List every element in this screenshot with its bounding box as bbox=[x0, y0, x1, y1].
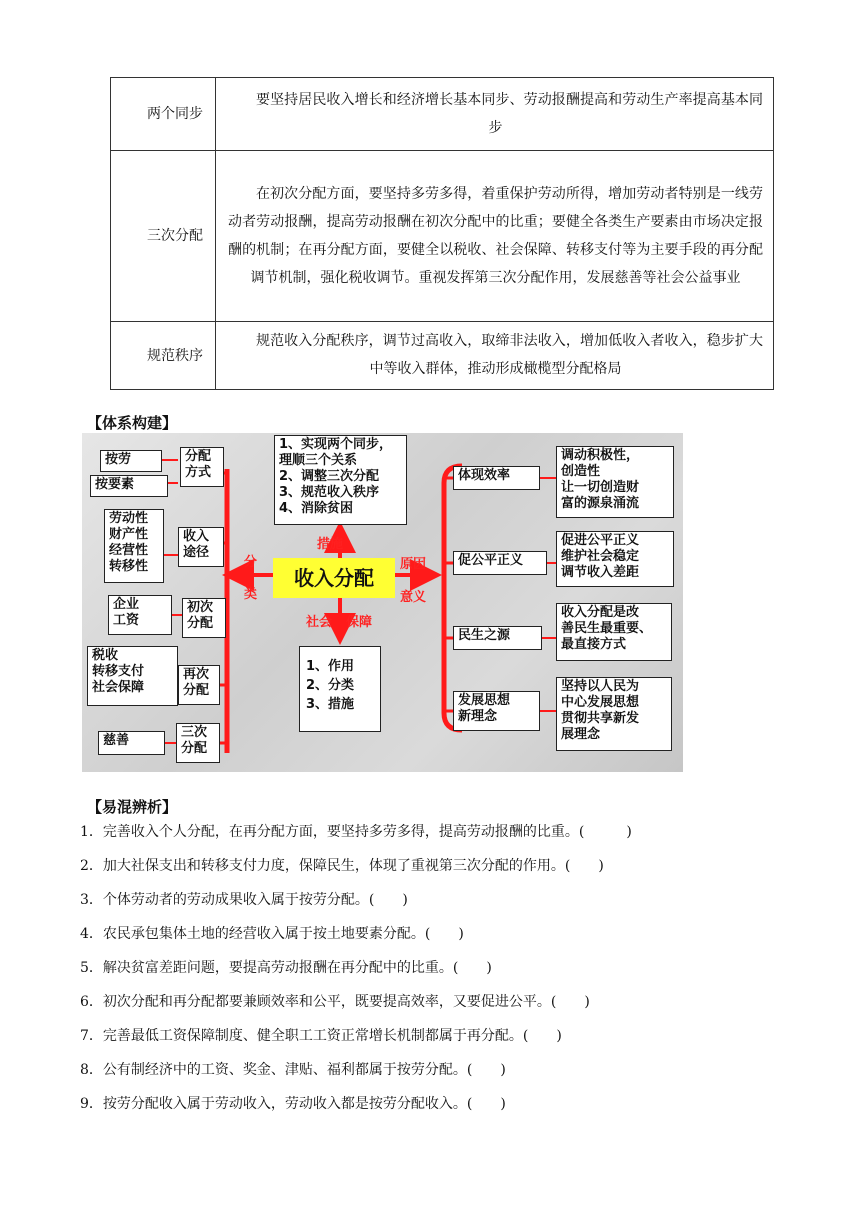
question-item: 8．公有制经济中的工资、奖金、津贴、福利都属于按劳分配。( ) bbox=[80, 1062, 506, 1078]
question-item: 7．完善最低工资保障制度、健全职工工资正常增长机制都属于再分配。( ) bbox=[80, 1028, 562, 1044]
summary-table bbox=[110, 77, 774, 390]
item-charity: 慈善 bbox=[98, 731, 165, 755]
row-key: 三次分配 bbox=[111, 151, 216, 322]
category-third-distribution: 三次 分配 bbox=[176, 723, 220, 763]
category-income-channel: 收入 途径 bbox=[178, 527, 224, 567]
item-income-types: 劳动性 财产性 经营性 转移性 bbox=[104, 509, 164, 583]
question-item: 5．解决贫富差距问题，要提高劳动报酬在再分配中的比重。( ) bbox=[80, 960, 492, 976]
label-measures: 措施 bbox=[317, 537, 344, 552]
row-key: 规范秩序 bbox=[111, 322, 216, 390]
social-security-box: 1、作用 2、分类 3、措施 bbox=[299, 646, 381, 732]
item-enterprise-wage: 企业 工资 bbox=[108, 595, 172, 635]
category-distribution-method: 分配 方式 bbox=[180, 447, 224, 487]
head-efficiency: 体现效率 bbox=[453, 466, 540, 490]
detail-fairness: 促进公平正义 维护社会稳定 调节收入差距 bbox=[556, 531, 674, 587]
item-an-lao: 按劳 bbox=[100, 450, 162, 472]
head-new-concept: 发展思想 新理念 bbox=[453, 691, 540, 731]
row-value: 规范收入分配秩序，调节过高收入，取缔非法收入，增加低收入者收入，稳步扩大中等收入群体，推动形成橄榄型分配格局 bbox=[216, 322, 774, 390]
item-an-yaosu: 按要素 bbox=[90, 475, 168, 497]
label-classify-1: 分 bbox=[244, 555, 258, 570]
measures-box: 1、实现两个同步， 理顺三个关系 2、调整三次分配 3、规范收入秩序 4、消除贫困 bbox=[274, 435, 407, 525]
question-item: 3．个体劳动者的劳动成果收入属于按劳分配。( ) bbox=[80, 892, 408, 908]
question-item: 9．按劳分配收入属于劳动收入，劳动收入都是按劳分配收入。( ) bbox=[80, 1096, 506, 1112]
label-meaning: 意义 bbox=[400, 590, 427, 605]
table-row bbox=[111, 322, 774, 390]
row-value: 要坚持居民收入增长和经济增长基本同步、劳动报酬提高和劳动生产率提高基本同步 bbox=[216, 78, 774, 151]
row-key: 两个同步 bbox=[111, 78, 216, 151]
detail-livelihood: 收入分配是改 善民生最重要、 最直接方式 bbox=[556, 603, 672, 661]
row-value: 在初次分配方面，要坚持多劳多得，着重保护劳动所得，增加劳动者特别是一线劳动者劳动报酬，提高劳动报酬在初次分配中的比重；要健全各类生产要素由市场决定报酬的机制；在再分配方面，要健全以税收、社会保障、转移支付等为主要手段的再分配调节机制，强化税收调节。重视发挥第三次分配作用，发展慈善等社会公益事业 bbox=[216, 151, 774, 322]
detail-new-concept: 坚持以人民为 中心发展思想 贯彻共享新发 展理念 bbox=[556, 677, 672, 751]
question-item: 1．完善收入个人分配，在再分配方面，要坚持多劳多得，提高劳动报酬的比重。( ) bbox=[80, 824, 632, 840]
question-item: 4．农民承包集体土地的经营收入属于按土地要素分配。( ) bbox=[80, 926, 464, 942]
label-classify-2: 类 bbox=[244, 587, 258, 602]
head-livelihood: 民生之源 bbox=[453, 626, 542, 650]
section-heading-confusion: 【易混辨析】 bbox=[87, 798, 178, 816]
section-heading-system: 【体系构建】 bbox=[87, 414, 178, 432]
question-item: 2．加大社保支出和转移支付力度，保障民生，体现了重视第三次分配的作用。( ) bbox=[80, 858, 604, 874]
table-row bbox=[111, 78, 774, 151]
question-item: 6．初次分配和再分配都要兼顾效率和公平，既要提高效率，又要促进公平。( ) bbox=[80, 994, 590, 1010]
detail-efficiency: 调动积极性， 创造性 让一切创造财 富的源泉涌流 bbox=[556, 446, 674, 518]
center-topic: 收入分配 bbox=[273, 558, 395, 598]
mind-map bbox=[82, 433, 683, 772]
label-reason: 原因 bbox=[400, 557, 427, 572]
label-security: 保障 bbox=[346, 615, 373, 630]
table-row bbox=[111, 151, 774, 322]
label-social: 社会 bbox=[306, 615, 333, 630]
item-redistribution-tools: 税收 转移支付 社会保障 bbox=[87, 646, 178, 706]
head-fairness: 促公平正义 bbox=[453, 551, 547, 575]
category-redistribution: 再次 分配 bbox=[178, 665, 220, 705]
category-primary-distribution: 初次 分配 bbox=[182, 598, 226, 638]
